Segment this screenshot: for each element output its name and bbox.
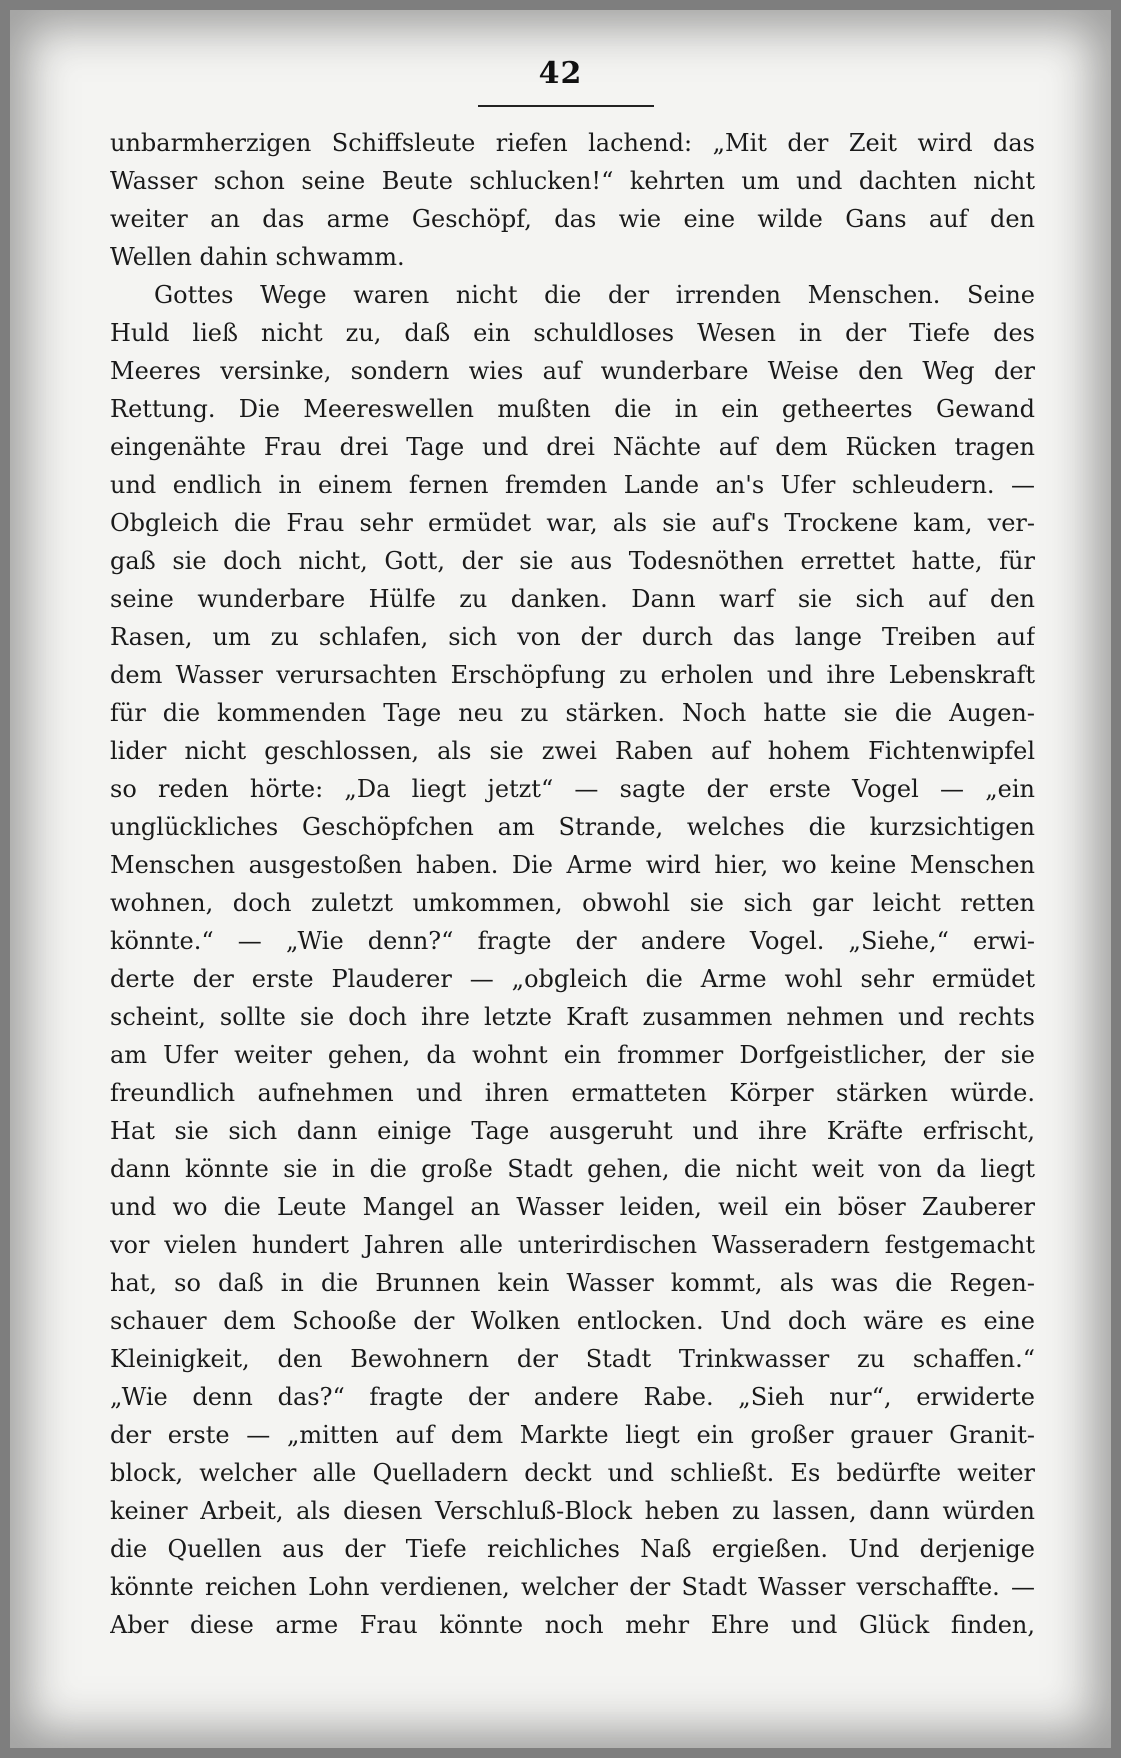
- text-line: am Ufer weiter gehen, da wohnt ein frommer Dorfgeistlicher, der sie: [110, 1041, 1035, 1069]
- text-line: die Quellen aus der Tiefe reichliches Naß ergießen. Und derjenige: [110, 1535, 1035, 1563]
- text-line: Wellen dahin schwamm.: [110, 243, 405, 271]
- text-line: eingenähte Frau drei Tage und drei Nächte auf dem Rücken tragen: [110, 433, 1035, 461]
- text-line: weiter an das arme Geschöpf, das wie eine wilde Gans auf den: [110, 205, 1035, 233]
- text-line: Hat sie sich dann einige Tage ausgeruht und ihre Kräfte erfrischt,: [110, 1117, 1035, 1145]
- text-line: scheint, sollte sie doch ihre letzte Kraft zusammen nehmen und rechts: [110, 1003, 1035, 1031]
- text-line: derte der erste Plauderer — „obgleich die Arme wohl sehr ermüdet: [110, 965, 1035, 993]
- text-line: Rasen, um zu schlafen, sich von der durch das lange Treiben auf: [110, 623, 1035, 651]
- page-number: 42: [538, 56, 583, 91]
- text-line: Gottes Wege waren nicht die der irrenden Menschen. Seine: [154, 281, 1035, 309]
- text-line: Meeres versinke, sondern wies auf wunderbare Weise den Weg der: [110, 357, 1035, 385]
- text-line: unbarmherzigen Schiffsleute riefen lachend: „Mit der Zeit wird das: [110, 129, 1035, 157]
- text-line: Huld ließ nicht zu, daß ein schuldloses Wesen in der Tiefe des: [110, 319, 1035, 347]
- text-line: block, welcher alle Quelladern deckt und schließt. Es bedürfte weiter: [110, 1459, 1035, 1487]
- text-line: schauer dem Schooße der Wolken entlocken. Und doch wäre es eine: [110, 1307, 1035, 1335]
- text-line: dann könnte sie in die große Stadt gehen, die nicht weit von da liegt: [110, 1155, 1035, 1183]
- text-line: für die kommenden Tage neu zu stärken. Noch hatte sie die Augen-: [110, 699, 1035, 727]
- page-number-rule: [478, 105, 654, 107]
- text-line: Wasser schon seine Beute schlucken!“ kehrten um und dachten nicht: [110, 167, 1035, 195]
- body-text: [110, 124, 1035, 1644]
- text-line: Kleinigkeit, den Bewohnern der Stadt Trinkwasser zu schaffen.“: [110, 1345, 1035, 1373]
- text-line: lider nicht geschlossen, als sie zwei Raben auf hohem Fichtenwipfel: [110, 737, 1035, 765]
- text-line: Obgleich die Frau sehr ermüdet war, als sie auf's Trockene kam, ver-: [110, 509, 1035, 537]
- text-line: könnte.“ — „Wie denn?“ fragte der andere Vogel. „Siehe,“ erwi-: [110, 927, 1035, 955]
- text-line: hat, so daß in die Brunnen kein Wasser kommt, als was die Regen-: [110, 1269, 1035, 1297]
- text-line: unglückliches Geschöpfchen am Strande, welches die kurzsichtigen: [110, 813, 1035, 841]
- text-line: und wo die Leute Mangel an Wasser leiden, weil ein böser Zauberer: [110, 1193, 1035, 1221]
- text-line: der erste — „mitten auf dem Markte liegt ein großer grauer Granit-: [110, 1421, 1035, 1449]
- text-line: wohnen, doch zuletzt umkommen, obwohl sie sich gar leicht retten: [110, 889, 1035, 917]
- text-line: so reden hörte: „Da liegt jetzt“ — sagte der erste Vogel — „ein: [110, 775, 1035, 803]
- text-line: vor vielen hundert Jahren alle unterirdischen Wasseradern festgemacht: [110, 1231, 1035, 1259]
- text-line: „Wie denn das?“ fragte der andere Rabe. „Sieh nur“, erwiderte: [110, 1383, 1035, 1411]
- text-line: keiner Arbeit, als diesen Verschluß-Block heben zu lassen, dann würden: [110, 1497, 1035, 1525]
- text-line: seine wunderbare Hülfe zu danken. Dann warf sie sich auf den: [110, 585, 1035, 613]
- text-line: Rettung. Die Meereswellen mußten die in ein getheertes Gewand: [110, 395, 1035, 423]
- text-line: freundlich aufnehmen und ihren ermatteten Körper stärken würde.: [110, 1079, 1035, 1107]
- text-line: und endlich in einem fernen fremden Lande an's Ufer schleudern. —: [110, 471, 1035, 499]
- text-line: Menschen ausgestoßen haben. Die Arme wird hier, wo keine Menschen: [110, 851, 1035, 879]
- text-line: könnte reichen Lohn verdienen, welcher der Stadt Wasser verschaffte. —: [110, 1573, 1035, 1601]
- text-line: dem Wasser verursachten Erschöpfung zu erholen und ihre Lebenskraft: [110, 661, 1035, 689]
- text-line: gaß sie doch nicht, Gott, der sie aus Todesnöthen errettet hatte, für: [110, 547, 1035, 575]
- text-line: Aber diese arme Frau könnte noch mehr Ehre und Glück finden,: [110, 1611, 1035, 1639]
